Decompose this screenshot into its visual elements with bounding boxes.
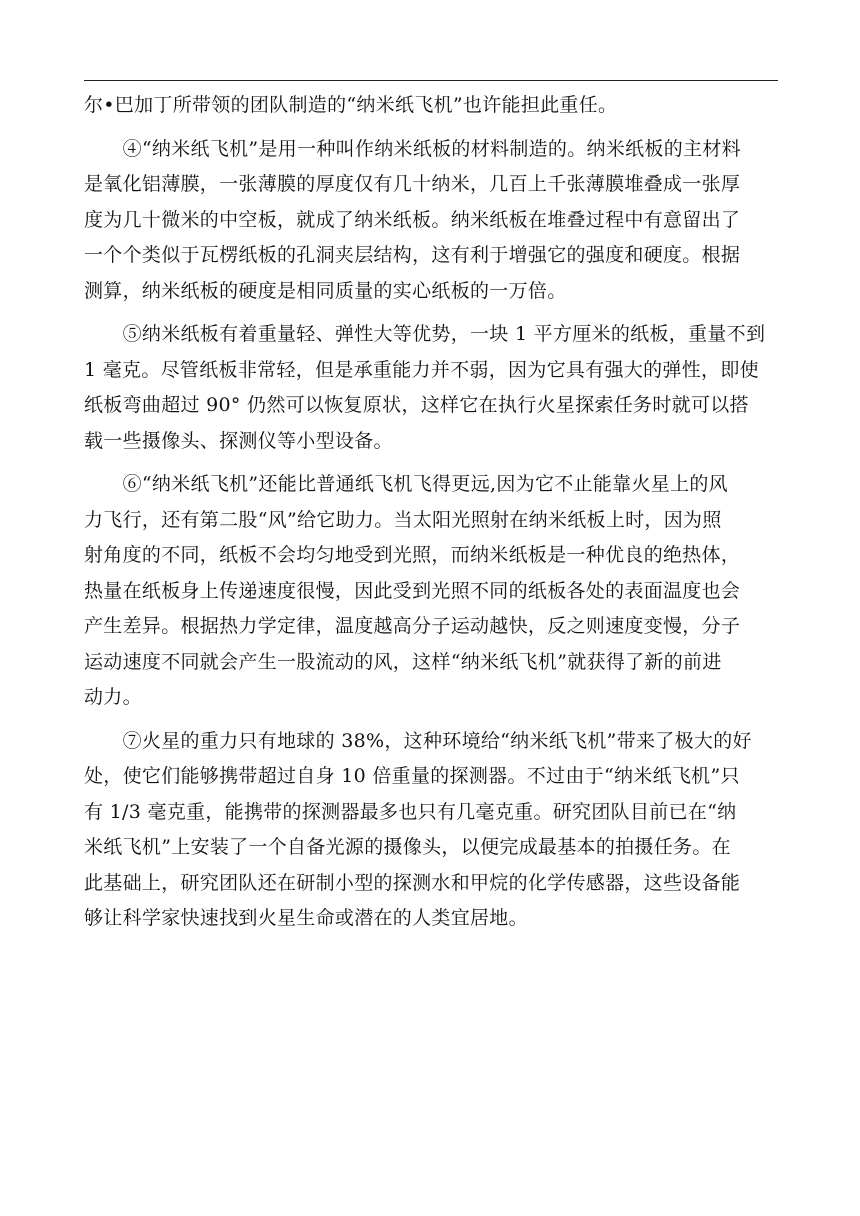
text-line: ⑦火星的重力只有地球的 38%，这种环境给“纳米纸飞机”带来了极大的好 [84, 729, 752, 752]
text-line: 米纸飞机”上安装了一个自备光源的摄像头，以便完成最基本的拍摄任务。在 [84, 836, 731, 858]
text-line: 尔•巴加丁所带领的团队制造的“纳米纸飞机”也许能担此重任。 [84, 94, 618, 116]
text-line: 动力。 [84, 686, 142, 708]
paragraph-gap [84, 716, 778, 724]
text-line: 有 1/3 毫克重，能携带的探测器最多也只有几毫克重。研究团队目前已在“纳 [84, 800, 737, 823]
text-line: 测算，纳米纸板的硬度是相同质量的实心纸板的一万倍。 [84, 279, 567, 302]
text-line: 是氧化铝薄膜，一张薄膜的厚度仅有几十纳米，几百上千张薄膜堆叠成一张厚 [84, 173, 741, 195]
text-line: 产生差异。根据热力学定律，温度越高分子运动越快，反之则速度变慢，分子 [84, 615, 741, 637]
text-line: 此基础上，研究团队还在研制小型的探测水和甲烷的化学传感器，这些设备能 [84, 871, 741, 894]
text-line: 热量在纸板身上传递速度很慢，因此受到光照不同的纸板各处的表面温度也会 [84, 579, 741, 602]
text-line: 一个个类似于瓦楞纸板的孔洞夹层结构，这有利于增强它的强度和硬度。根据 [84, 244, 741, 266]
text-line: ⑥“纳米纸飞机”还能比普通纸飞机飞得更远,因为它不止能靠火星上的风 [84, 473, 728, 495]
article-body [84, 88, 778, 937]
paragraph-gap [84, 124, 778, 132]
text-line: 运动速度不同就会产生一股流动的风，这样“纳米纸飞机”就获得了新的前进 [84, 650, 722, 673]
text-line: 够让科学家快速找到火星生命或潜在的人类宜居地。 [84, 907, 528, 929]
text-line: ④“纳米纸飞机”是用一种叫作纳米纸板的材料制造的。纳米纸板的主材料 [84, 137, 741, 160]
text-line: 射角度的不同，纸板不会均匀地受到光照，而纳米纸板是一种优良的绝热体， [84, 544, 741, 566]
text-line: 纸板弯曲超过 90° 仍然可以恢复原状，这样它在执行火星探索任务时就可以搭 [84, 394, 749, 416]
text-line: 载一些摄像头、探测仪等小型设备。 [84, 429, 393, 452]
text-line: 度为几十微米的中空板，就成了纳米纸板。纳米纸板在堆叠过程中有意留出了 [84, 208, 741, 231]
paragraph-gap [84, 309, 778, 317]
text-line: 力飞行，还有第二股“风”给它助力。当太阳光照射在纳米纸板上时，因为照 [84, 508, 722, 531]
header-rule [84, 80, 778, 81]
text-line: 1 毫克。尽管纸板非常轻，但是承重能力并不弱，因为它具有强大的弹性，即使 [84, 358, 759, 381]
text-line: ⑤纳米纸板有着重量轻、弹性大等优势，一块 1 平方厘米的纸板，重量不到 [84, 323, 766, 345]
text-line: 处，使它们能够携带超过自身 10 倍重量的探测器。不过由于“纳米纸飞机”只 [84, 765, 740, 787]
paragraph-gap [84, 459, 778, 467]
